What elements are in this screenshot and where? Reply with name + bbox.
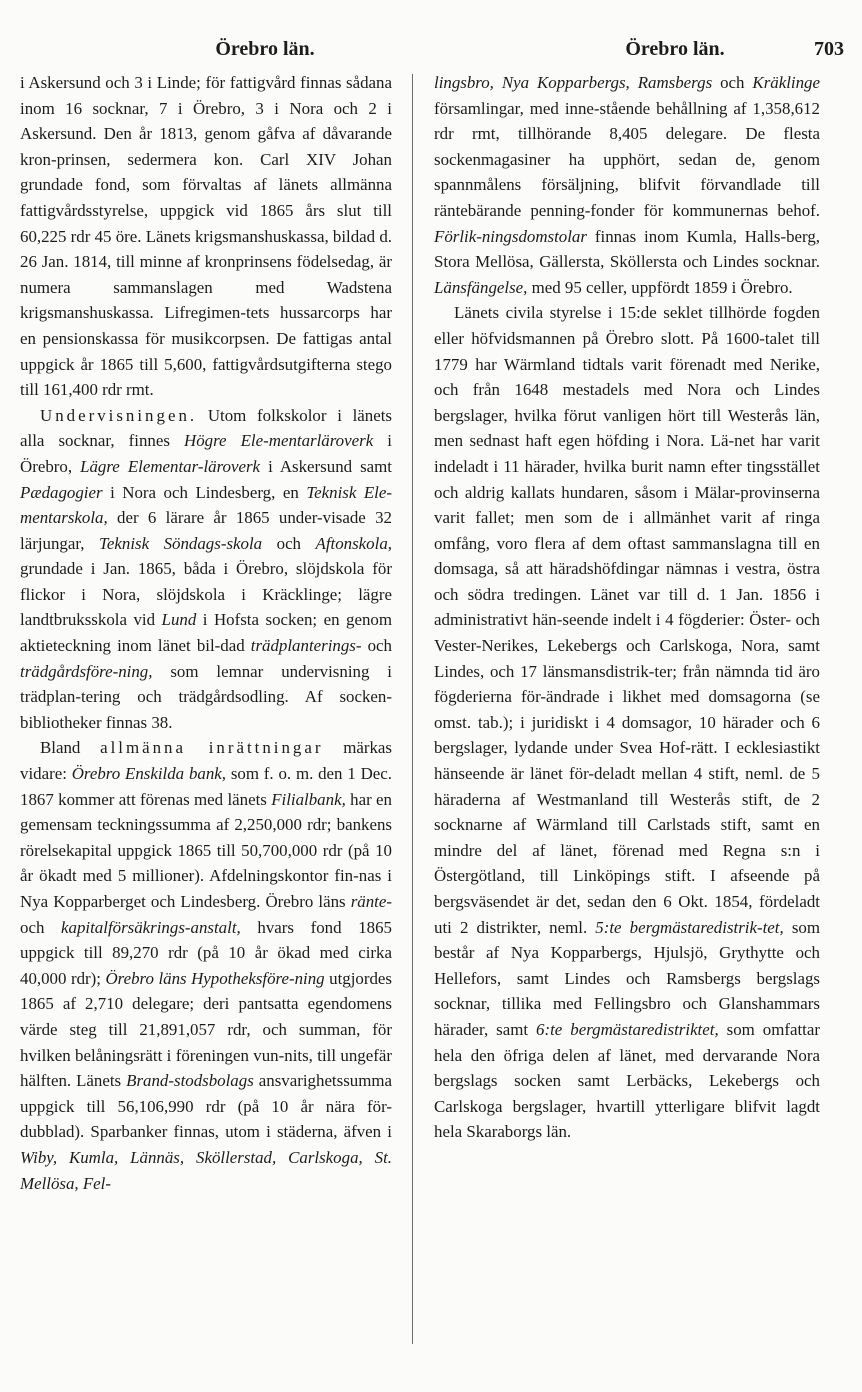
text-run: i Askersund samt (260, 456, 393, 476)
paragraph-savings-banks (434, 70, 820, 300)
paragraph-public-institutions (20, 735, 392, 1196)
text-run: utgjordes 1865 af 2,710 delegare; deri pantsatta egendomens värde steg till 21,891,057 rdr, och summan, för hvilken belåningsrätt i föreningen vun-nits, till ungefär hälften. Länets (20, 968, 392, 1091)
italic-term: Teknisk Söndags-skola (99, 533, 263, 553)
running-header (0, 38, 862, 62)
text-run: der 6 lärare år 1865 under-visade 32 lärjungar, (20, 508, 392, 553)
italic-term: Länsfängelse, (434, 277, 528, 297)
text-run: grundade i Jan. 1865, båda i Örebro, slöjdskola för flickor i Nora, slöjdskola i Kräcklinge; lägre landtbruksskola vid (20, 559, 392, 630)
italic-term: Pædagogier (20, 482, 103, 502)
italic-term: lingsbro, Nya Kopparbergs, Ramsbergs (434, 73, 713, 92)
text-run: församlingar, med inne-stående behållning af 1,358,612 rdr rmt, tillhörande 8,405 delegare. De flesta sockenmagasiner ha upphört, sedan de, genom spannmålens försäljning, blifvit förvandlade till räntebärande penning-fonder för kommunernas behof. (434, 98, 820, 220)
left-running-title: Örebro län. (215, 38, 315, 60)
text-run: och (712, 73, 753, 92)
italic-term: Förlik-ningsdomstolar (434, 226, 587, 246)
italic-term: ränte- (350, 892, 392, 911)
text-run: i Hofsta socken; en genom aktieteckning inom länet bil-dad (20, 610, 392, 656)
text-run: finnas inom Kumla, Halls-berg, Stora Mellösa, Gällersta, Sköllersta och Lindes socknar. (434, 226, 820, 272)
italic-term: kapitalförsäkrings-anstalt, (61, 917, 241, 937)
paragraph-civil-administration (434, 300, 820, 1145)
text-run: hvars fond 1865 uppgick till 89,270 rdr (på 10 år ökad med cirka 40,000 rdr); (20, 917, 392, 988)
text-run: i Askersund och 3 i Linde; för fattigvård finnas sådana inom 16 socknar, 7 i Örebro, 3 i Nora och 2 i Askersund. Den år 1813, genom gåfva af dåvarande kron-prinsen, sedermera kon. Carl XIV Johan grundade fond, som förvaltas af länets allmänna fattigvårdsstyrelse, uppgick vid 1865 års slut till 60,225 rdr 45 öre. Länets krigsmanshuskassa, bildad d. 26 Jan. 1814, till minne af kronprinsens födelsedag, är numera sammanslagen med Wadstena krigsmanshuskassa. Lifregimen-tets hussarcorps har en pensionskassa för musikcorpsen. De fattigas antal uppgick år 1865 till 5,600, fattigvårdsutgifterna stego till 161,400 rdr rmt. (20, 73, 392, 400)
text-run: och (20, 917, 62, 937)
text-run: i Nora och Lindesberg, en (102, 482, 307, 502)
italic-term: Brand-stodsbolags (126, 1071, 254, 1091)
text-run: som lemnar undervisning i trädplan-tering och trädgårdsodling. Af socken-bibliotheker finnas 38. (20, 661, 392, 732)
text-run: som består af Nya Kopparbergs, Hjulsjö, Grythytte och Hellefors, samt Lindes och Ramsbergs bergslags socknar, tillika med Fellingsbro och Glanshammars härader, samt (434, 917, 820, 1039)
text-run: har en gemensam teckningssumma af 2,250,000 rdr; bankens rörelsekapital uppgick 1865 till 50,700,000 rdr (på 10 år ökadt med 5 millioner). Afdelningskontor fin-nas i Nya Kopparberget och Lindesberg. Örebro läns (20, 789, 392, 911)
text-run: märkas vidare: (20, 738, 392, 784)
italic-term: trädgårdsföre-ning, (20, 661, 153, 681)
italic-term: 6:te bergmästaredistriktet, (536, 1019, 719, 1039)
text-run: ansvarighetssumma uppgick till 56,106,990 rdr (på 10 år nära för-dubblad). Sparbanker finnas, utom i städerna, äfven i (20, 1071, 392, 1142)
italic-term: Kräklinge (752, 73, 820, 92)
right-running-title: Örebro län. (625, 38, 725, 60)
text-run: som f. o. m. den 1 Dec. 1867 kommer att förenas med länets (20, 764, 392, 809)
text-run: Bland (40, 738, 101, 758)
italic-term: Lägre Elementar-läroverk (80, 456, 261, 476)
text-run: med 95 celler, uppfördt 1859 i Örebro. (527, 277, 793, 297)
text-run: och (262, 533, 316, 553)
italic-term: Lund (161, 610, 197, 630)
paragraph-poor-relief (20, 70, 392, 403)
italic-term: 5:te bergmästaredistrik-tet, (595, 917, 784, 937)
italic-term: Högre Ele-mentarläroverk (184, 431, 374, 451)
paragraph-education (20, 403, 392, 736)
column-divider (412, 74, 413, 1344)
text-run: Utom folkskolor i länets alla socknar, finnes (20, 405, 392, 451)
italic-term: Teknisk Ele-mentarskola, (20, 482, 392, 528)
text-run: och (361, 636, 392, 656)
left-column (20, 70, 392, 1196)
italic-term: Wiby, Kumla, Lännäs, Sköllerstad, Carlskoga, St. Mellösa, Fel- (20, 1147, 392, 1193)
section-lead: allmänna inrättningar (100, 738, 324, 758)
right-column (434, 70, 820, 1145)
text-run: som omfattar hela den öfriga delen af länet, med dervarande Nora bergslags socken samt Lerbäcks, Lekebergs och Carlskoga bergslager, hvartill ytterligare blifvit lagdt hela Skaraborgs län. (434, 1019, 820, 1142)
page-number: 703 (814, 38, 844, 60)
italic-term: Örebro Enskilda bank, (71, 764, 226, 784)
italic-term: Örebro läns Hypotheksföre-ning (105, 968, 325, 988)
italic-term: Aftonskola, (315, 533, 392, 553)
italic-term: Filialbank, (271, 789, 346, 809)
text-run: i Örebro, (20, 431, 392, 476)
text-run: Länets civila styrelse i 15:de seklet tillhörde fogden eller höfvidsmannen på Örebro slott. På 1600-talet till 1779 har Wärmland tidtals varit förenadt med Nerike, och från 1648 mestadels med Nora och Lindes bergslager, hvilka förut vanligen hört till Westerås län, men sednast haft egen höfding i Nora. Lä-net har varit indeladt i 11 härader, hvilka burit namn efter tingsstället och aldrig kallats hundaren, såsom i Mälar-provinserna varit fallet; men som de i allmänhet varit af ringa omfång, voro flera af dem oftast sammanslagna till en domsaga, så att häradshöfdingar nämnas i vestra, östra och södra tredingen. Länet var till d. 1 Jan. 1856 i administrativt hän-seende indelt i 4 fögderier: Öster- och Vester-Nerikes, Lekebergs och Carlskoga, Nora, samt Lindes, och 17 länsmansdistrik-ter; från nämnda tid äro fögderierna för-ändrade i likhet med domsagorna (se omst. tab.); i juridiskt i 4 domsagor, 10 härader och 6 bergslager, lydande under Svea Hof-rätt. I ecklesiastikt hänseende är länet för-deladt mellan 4 stift, neml. de 5 häraderna af Westmanland till Westerås stift, de 2 socknarne af Wärmland till Carlstads stift, samt en mindre del af länet, förenad med Regna s:n i Östergötland, till Linköpings stift. I afseende på bergsväsendet är det, sedan den 6 Okt. 1854, fördeladt uti 2 distrikter, neml. (434, 303, 820, 937)
italic-term: trädplanterings- (250, 636, 362, 656)
section-lead: Undervisningen. (40, 405, 198, 425)
